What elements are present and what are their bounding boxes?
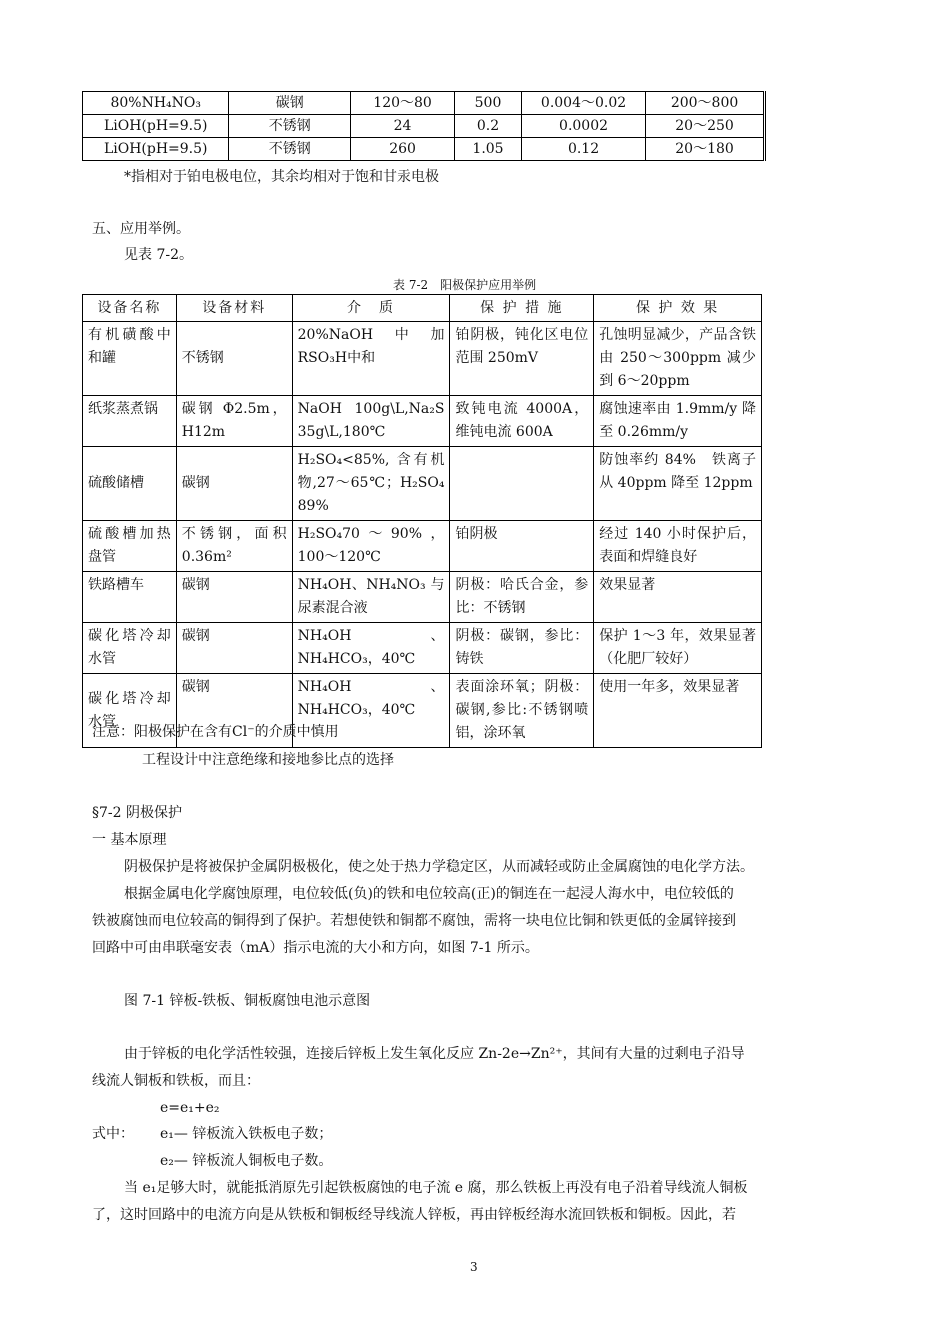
table-cell: 24 bbox=[351, 115, 455, 138]
definition-e1: e₁— 锌板流入铁板电子数； bbox=[160, 1126, 333, 1142]
note-line-2: 工程设计中注意绝缘和接地参比点的选择 bbox=[142, 752, 394, 768]
table-cell: 20～250 bbox=[646, 115, 765, 138]
table-cell: 0.004～0.02 bbox=[522, 92, 646, 115]
table-row bbox=[83, 572, 762, 623]
table-cell-measure: 阴极：哈氏合金，参比：不锈钢 bbox=[450, 572, 594, 623]
table-cell-material: 碳钢 bbox=[176, 623, 292, 674]
table-row bbox=[83, 623, 762, 674]
table-cell-measure: 表面涂环氧；阴极：碳钢,参比:不锈钢喷铝，涂环氧 bbox=[450, 674, 594, 748]
table-cell-device: 硫酸储槽 bbox=[83, 447, 177, 521]
table-row bbox=[83, 521, 762, 572]
col-header: 保 护 措 施 bbox=[450, 295, 594, 322]
table-cell-effect: 保护 1～3 年，效果显著（化肥厂较好） bbox=[594, 623, 762, 674]
table-row bbox=[83, 115, 765, 138]
table-cell-effect: 经过 140 小时保护后，表面和焊缝良好 bbox=[594, 521, 762, 572]
table-cell-effect: 防蚀率约 84% 铁离子从 40ppm 降至 12ppm bbox=[594, 447, 762, 521]
table-cell: 0.12 bbox=[522, 138, 646, 161]
table-cell-medium: NH₄OH 、NH₄HCO₃，40℃ bbox=[292, 674, 450, 748]
paragraph-3-line-1: 由于锌板的电化学活性较强，连接后锌板上发生氧化反应 Zn-2e→Zn²⁺，其间有大量的过剩电子沿导 bbox=[124, 1046, 745, 1062]
section-heading-5: 五、应用举例。 bbox=[92, 221, 190, 237]
table-cell-measure bbox=[450, 447, 594, 521]
page-number: 3 bbox=[470, 1260, 478, 1274]
table-cell-device: 碳化塔冷却水管 bbox=[83, 623, 177, 674]
table-cell: 0.2 bbox=[455, 115, 522, 138]
table-cell: 200～800 bbox=[646, 92, 765, 115]
table-row bbox=[83, 447, 762, 521]
subheading-principle: 一 基本原理 bbox=[92, 832, 167, 848]
table-cell: 260 bbox=[351, 138, 455, 161]
table-cell-measure: 阴极：碳钢，参比：铸铁 bbox=[450, 623, 594, 674]
figure-caption: 图 7-1 锌板-铁板、铜板腐蚀电池示意图 bbox=[124, 993, 371, 1009]
table-cell: 80%NH₄NO₃ bbox=[83, 92, 229, 115]
table-cell-medium: H₂SO₄<85%, 含有机物,27～65℃；H₂SO₄ 89% bbox=[292, 447, 450, 521]
table-cell-medium: 20%NaOH中加RSO₃H中和 bbox=[292, 322, 450, 396]
table-cell-device: 纸浆蒸煮锅 bbox=[83, 396, 177, 447]
table-row bbox=[83, 322, 762, 396]
see-table-text: 见表 7-2。 bbox=[124, 247, 193, 263]
table-row bbox=[83, 92, 765, 115]
table-cell-medium: NaOH 100g\L,Na₂S 35g\L,180℃ bbox=[292, 396, 450, 447]
paragraph-2-line-2: 铁被腐蚀而电位较高的铜得到了保护。若想使铁和铜都不腐蚀，需将一块电位比铜和铁更低的金属锌接到 bbox=[92, 913, 736, 929]
table-cell-effect: 使用一年多，效果显著 bbox=[594, 674, 762, 748]
table-cell: 不锈钢 bbox=[229, 115, 351, 138]
table-cell-device: 铁路槽车 bbox=[83, 572, 177, 623]
paragraph-2-line-3: 回路中可由串联毫安表（mA）指示电流的大小和方向，如图 7-1 所示。 bbox=[92, 940, 539, 956]
table-cell-material: 碳钢 bbox=[176, 674, 292, 748]
table-cell-measure: 铂阴极，钝化区电位范围 250mV bbox=[450, 322, 594, 396]
paragraph-2-line-1: 根据金属电化学腐蚀原理，电位较低(负)的铁和电位较高(正)的铜连在一起浸人海水中，电位较低的 bbox=[124, 886, 734, 902]
table-cell-medium: NH₄OH、NH₄NO₃ 与尿素混合液 bbox=[292, 572, 450, 623]
table-cell-measure: 铂阴极 bbox=[450, 521, 594, 572]
table-cell: 不锈钢 bbox=[229, 138, 351, 161]
col-header: 设备材料 bbox=[176, 295, 292, 322]
col-header: 介 质 bbox=[292, 295, 450, 322]
table-cell-material: 不锈钢 bbox=[176, 322, 292, 396]
table-cell: LiOH(pH=9.5) bbox=[83, 115, 229, 138]
table-cell-material: 碳钢 Φ2.5m，H12m bbox=[176, 396, 292, 447]
table-cell-device: 硫酸槽加热盘管 bbox=[83, 521, 177, 572]
table-cell: 20～180 bbox=[646, 138, 765, 161]
table-cell: 1.05 bbox=[455, 138, 522, 161]
table-cell-measure: 致钝电流 4000A，维钝电流 600A bbox=[450, 396, 594, 447]
top-table-footnote: *指相对于铂电极电位，其余均相对于饱和甘汞电极 bbox=[124, 169, 439, 185]
definition-e2: e₂— 锌板流人铜板电子数。 bbox=[160, 1153, 333, 1169]
paragraph-1: 阴极保护是将被保护金属阴极极化，使之处于热力学稳定区，从而减轻或防止金属腐蚀的电化学方法。 bbox=[124, 859, 754, 875]
table-cell-material: 碳钢 bbox=[176, 572, 292, 623]
table-cell: 120～80 bbox=[351, 92, 455, 115]
table-cell: LiOH(pH=9.5) bbox=[83, 138, 229, 161]
table-cell-effect: 腐蚀速率由 1.9mm/y 降至 0.26mm/y bbox=[594, 396, 762, 447]
where-label: 式中： bbox=[92, 1126, 134, 1142]
paragraph-3-line-2: 线流人铜板和铁板，而且： bbox=[92, 1073, 260, 1089]
section-heading-72: §7-2 阴极保护 bbox=[92, 805, 182, 821]
table-row bbox=[83, 138, 765, 161]
table-cell: 碳钢 bbox=[229, 92, 351, 115]
table-cell-material: 不锈钢，面积 0.36m² bbox=[176, 521, 292, 572]
table-caption: 表 7-2 阳极保护应用举例 bbox=[393, 278, 537, 292]
table-cell-effect: 效果显著 bbox=[594, 572, 762, 623]
table-cell-device: 碳化塔冷却水管 bbox=[83, 674, 177, 748]
table-cell: 0.0002 bbox=[522, 115, 646, 138]
col-header: 设备名称 bbox=[83, 295, 177, 322]
table-cell: 500 bbox=[455, 92, 522, 115]
paragraph-4-line-2: 了，这时回路中的电流方向是从铁板和铜板经导线流人锌板，再由锌板经海水流回铁板和铜板。因此，若 bbox=[92, 1207, 736, 1223]
table-cell-medium: NH₄OH 、NH₄HCO₃，40℃ bbox=[292, 623, 450, 674]
table-cell-effect: 孔蚀明显减少，产品含铁由 250～300ppm 减少到 6～20ppm bbox=[594, 322, 762, 396]
table-cell-device: 有机磺酸中和罐 bbox=[83, 322, 177, 396]
equation: e=e₁+e₂ bbox=[160, 1100, 220, 1116]
paragraph-4-line-1: 当 e₁足够大时，就能抵消原先引起铁板腐蚀的电子流 e 腐，那么铁板上再没有电子沿着导线流人铜板 bbox=[124, 1180, 748, 1196]
col-header: 保 护 效 果 bbox=[594, 295, 762, 322]
table-row bbox=[83, 396, 762, 447]
note-line-1: 注意：阳极保护在含有Cl⁻的介质中慎用 bbox=[92, 724, 339, 740]
table-cell-material: 碳钢 bbox=[176, 447, 292, 521]
anodic-protection-table bbox=[82, 294, 762, 748]
top-table bbox=[82, 91, 766, 161]
table-cell-medium: H₂SO₄70～90%，100～120℃ bbox=[292, 521, 450, 572]
